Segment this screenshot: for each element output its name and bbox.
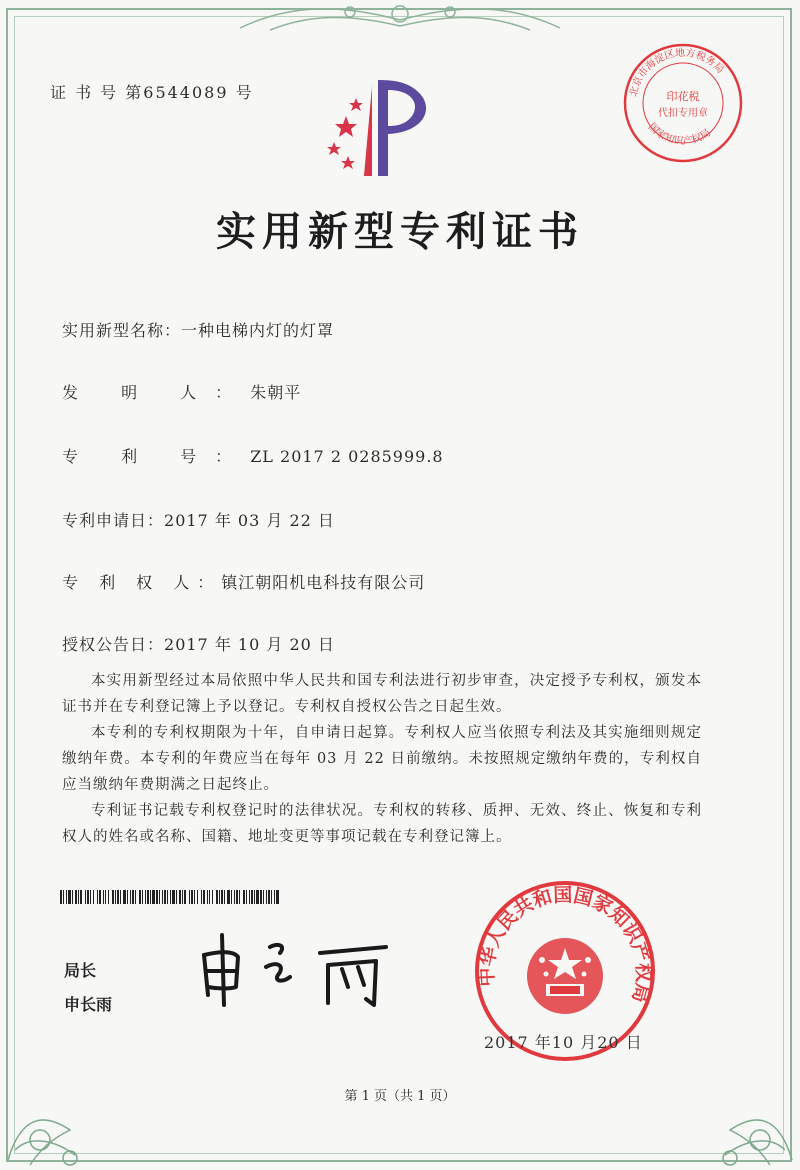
barcode-bar <box>150 890 151 904</box>
barcode-bar <box>216 890 218 904</box>
patent-holder-field <box>62 570 425 593</box>
barcode-bar <box>219 890 220 904</box>
barcode-bar <box>172 890 175 904</box>
barcode-bar <box>179 890 181 904</box>
barcode-bar <box>203 890 205 904</box>
barcode-bar <box>66 890 67 904</box>
barcode-bar <box>93 890 94 904</box>
barcode-bar <box>103 890 104 904</box>
barcode-bar <box>105 890 106 904</box>
patent-number-field <box>62 444 444 467</box>
barcode-bar <box>236 890 238 904</box>
barcode-bar <box>90 890 91 904</box>
barcode-bar <box>167 890 168 904</box>
barcode-bar <box>207 890 208 904</box>
application-date-label: 专利申请日： <box>62 511 165 530</box>
barcode-bar <box>142 890 143 904</box>
announcement-date-label: 授权公告日： <box>62 635 165 654</box>
barcode <box>60 890 280 904</box>
barcode-bar <box>170 890 171 904</box>
utility-model-name-value: 一种电梯内灯的灯罩 <box>181 321 335 340</box>
bottom-right-ornament <box>690 1040 800 1170</box>
barcode-bar <box>268 890 270 904</box>
svg-text:国家知识产权局: 国家知识产权局 <box>645 121 713 148</box>
barcode-bar <box>120 890 121 904</box>
barcode-bar <box>112 890 114 904</box>
barcode-bar <box>251 890 253 904</box>
barcode-bar <box>197 890 198 904</box>
svg-text:北京市海淀区地方税务局: 北京市海淀区地方税务局 <box>628 47 726 98</box>
body-paragraph-3: 专利证书记载专利权登记时的法律状况。专利权的转移、质押、无效、终止、恢复和专利权人的姓名或名称、国籍、地址变更等事项记载在专利登记簿上。 <box>62 803 702 845</box>
certificate-number: 证 书 号 第6544089 号 <box>50 83 254 102</box>
barcode-bar <box>108 890 109 904</box>
barcode-bar <box>139 890 141 904</box>
barcode-bar <box>249 890 250 904</box>
barcode-bar <box>256 890 259 904</box>
inventor-value: 朱朝平 <box>250 383 302 402</box>
barcode-bar <box>145 890 146 904</box>
barcode-bar <box>164 890 166 904</box>
signatory-role: 局长 <box>64 961 97 980</box>
barcode-bar <box>271 890 272 904</box>
barcode-bar <box>63 890 64 904</box>
barcode-bar <box>80 890 82 904</box>
bottom-left-ornament <box>0 1040 110 1170</box>
patent-holder-label: 专 利 权 人： <box>62 573 222 592</box>
handwritten-signature <box>190 925 400 1015</box>
barcode-bar <box>156 890 158 904</box>
barcode-bar <box>276 890 279 904</box>
body-paragraph-1: 本实用新型经过本局依照中华人民共和国专利法进行初步审查，决定授予专利权，颁发本证书并在专利登记簿上予以登记。专利权自授权公告之日起生效。 <box>62 673 702 715</box>
barcode-bar <box>78 890 79 904</box>
barcode-bar <box>127 890 128 904</box>
barcode-bar <box>152 890 155 904</box>
barcode-bar <box>87 890 89 904</box>
inventor-label: 发 明 人： <box>62 383 251 402</box>
barcode-bar <box>194 890 195 904</box>
barcode-bar <box>117 890 119 904</box>
certificate-title: 实用新型专利证书 <box>216 208 584 255</box>
barcode-bar <box>85 890 86 904</box>
barcode-bar <box>72 890 73 904</box>
barcode-bar <box>224 890 225 904</box>
barcode-bar <box>130 890 131 904</box>
barcode-bar <box>231 890 232 904</box>
barcode-bar <box>221 890 223 904</box>
barcode-bar <box>115 890 116 904</box>
barcode-bar <box>68 890 71 904</box>
barcode-bar <box>212 890 213 904</box>
application-date-value: 2017 年 03 月 22 日 <box>164 511 335 530</box>
utility-model-name-label: 实用新型名称： <box>62 321 182 340</box>
barcode-bar <box>147 890 149 904</box>
svg-text:代扣专用章: 代扣专用章 <box>658 108 708 119</box>
barcode-bar <box>60 890 62 904</box>
signatory-name: 申长雨 <box>64 995 113 1014</box>
barcode-bar <box>239 890 240 904</box>
patent-number-label: 专 利 号： <box>62 447 251 466</box>
barcode-bar <box>123 890 126 904</box>
barcode-bar <box>263 890 264 904</box>
barcode-bar <box>99 890 101 904</box>
patent-number-value: ZL 2017 2 0285999.8 <box>250 447 444 466</box>
top-ornament <box>230 0 570 36</box>
patent-holder-value: 镇江朝阳机电科技有限公司 <box>221 573 426 592</box>
tax-seal-icon <box>618 38 748 168</box>
page-number: 第 1 页（共 1 页） <box>344 1089 456 1104</box>
barcode-bar <box>201 890 202 904</box>
barcode-bar <box>189 890 190 904</box>
barcode-bar <box>191 890 193 904</box>
barcode-bar <box>176 890 177 904</box>
svg-text:印花税: 印花税 <box>666 90 700 103</box>
barcode-bar <box>234 890 235 904</box>
barcode-bar <box>243 890 245 904</box>
barcode-bar <box>209 890 210 904</box>
utility-model-name-field <box>62 318 334 341</box>
barcode-bar <box>135 890 136 904</box>
barcode-bar <box>75 890 77 904</box>
barcode-bar <box>254 890 255 904</box>
issue-date: 2017 年10 月20 日 <box>484 1033 643 1052</box>
inventor-field <box>62 380 301 403</box>
barcode-bar <box>159 890 160 904</box>
barcode-bar <box>246 890 247 904</box>
barcode-bar <box>182 890 183 904</box>
barcode-bar <box>184 890 186 904</box>
barcode-bar <box>274 890 275 904</box>
application-date-field <box>62 508 335 531</box>
announcement-date-value: 2017 年 10 月 20 日 <box>164 635 335 654</box>
barcode-bar <box>266 890 267 904</box>
svg-text:中华人民共和国国家知识产权局: 中华人民共和国国家知识产权局 <box>475 884 655 1005</box>
certificate-body <box>62 668 702 850</box>
announcement-date-field <box>62 632 335 655</box>
body-paragraph-2: 本专利的专利权期限为十年，自申请日起算。专利权人应当依照专利法及其实施细则规定缴纳年费。本专利的年费应当在每年 03 月 22 日前缴纳。未按照规定缴纳年费的，专利权自应当缴纳年费期满之日起终止。 <box>62 725 702 793</box>
barcode-bar <box>227 890 230 904</box>
patent-office-emblem-icon <box>316 76 446 186</box>
tax-agency-seal <box>618 38 748 172</box>
barcode-bar <box>162 890 163 904</box>
barcode-bar <box>132 890 134 904</box>
barcode-bar <box>260 890 262 904</box>
barcode-bar <box>97 890 98 904</box>
